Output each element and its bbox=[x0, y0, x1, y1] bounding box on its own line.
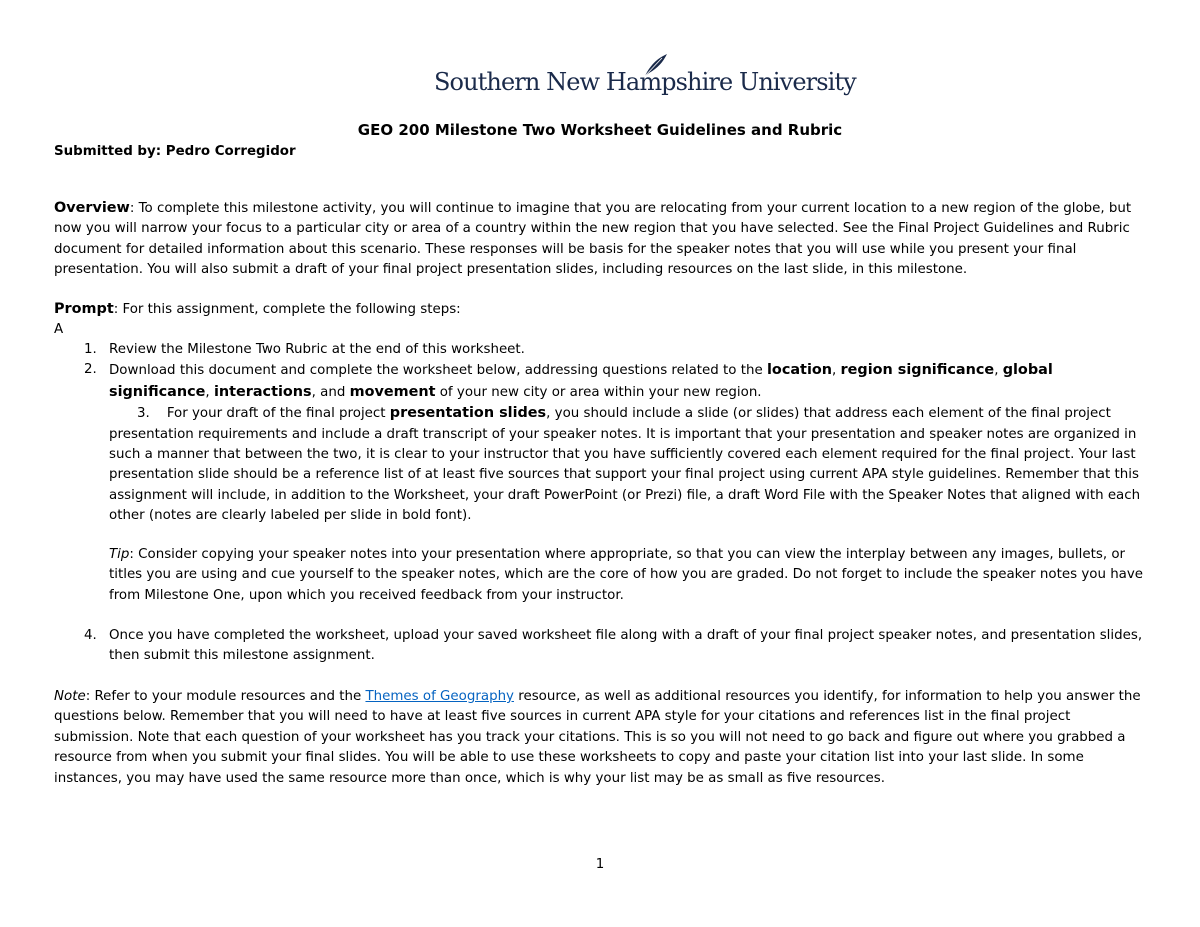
overview-paragraph bbox=[54, 198, 1149, 281]
list-item bbox=[54, 340, 1149, 360]
separator: , bbox=[205, 384, 214, 400]
list-item-text: For your draft of the final project bbox=[166, 406, 390, 422]
tip-text: : Consider copying your speaker notes into your presentation where appropriate, so that you can view the interplay between any images, bullets, or titles you are using and cue yourself to the speaker notes, which are the core of how you are graded. Do not forget to include the speaker notes you have from Milestone One, upon which you received feedback from your instructor. bbox=[109, 547, 1144, 603]
themes-of-geography-link[interactable]: Themes of Geography bbox=[365, 689, 514, 704]
document-title: GEO 200 Milestone Two Worksheet Guidelines and Rubric bbox=[357, 121, 843, 139]
tip-paragraph bbox=[109, 545, 1149, 606]
prompt-paragraph bbox=[54, 299, 1149, 320]
list-item-text: Once you have completed the worksheet, upload your saved worksheet file along with a draft of your final project speaker notes, and presentation slides, then submit this milestone assignment. bbox=[109, 628, 1143, 664]
list-item-text: Download this document and complete the worksheet below, addressing questions related to the bbox=[109, 363, 767, 379]
prompt-label: Prompt bbox=[54, 301, 114, 317]
list-item-text: Review the Milestone Two Rubric at the end of this worksheet. bbox=[109, 342, 525, 357]
tip-label: Tip bbox=[109, 547, 130, 562]
prompt-text: : For this assignment, complete the following steps: bbox=[113, 302, 461, 317]
note-paragraph bbox=[54, 687, 1149, 789]
separator: , bbox=[994, 363, 1003, 379]
separator: , and bbox=[311, 384, 350, 400]
list-number: 4. bbox=[84, 628, 97, 643]
list-item bbox=[54, 403, 1149, 526]
note-text: : Refer to your module resources and the bbox=[85, 689, 366, 704]
list-number: 1. bbox=[84, 342, 97, 357]
overview-label: Overview bbox=[54, 200, 130, 216]
note-label: Note bbox=[54, 689, 86, 704]
keyword-movement: movement bbox=[349, 383, 436, 400]
section-letter: A bbox=[54, 322, 64, 337]
list-item bbox=[54, 360, 1149, 403]
keyword-presentation-slides: presentation slides bbox=[389, 405, 547, 422]
separator: , bbox=[832, 363, 841, 379]
list-item-text-end: of your new city or area within your new region. bbox=[435, 384, 762, 400]
keyword-region: region significance bbox=[840, 362, 995, 379]
keyword-global: global significance bbox=[109, 362, 1053, 400]
list-number: 3. bbox=[137, 406, 150, 422]
page-number: 1 bbox=[595, 857, 605, 872]
note-text-cont: resource, as well as additional resources you identify, for information to help you answer the questions below. Remember that you will need to have at least five sources in current APA style for your citations and references list in the final project submission. Note that each question of your worksheet has you track your citations. This is so you will not need to go back and figure out where you grabbed a resource from when you submit your final slides. You will be able to use these worksheets to copy and paste your citation list into your last slide. In some instances, you may have used the same resource more than once, which is why your list may be as small as five resources. bbox=[54, 689, 1141, 786]
list-number: 2. bbox=[84, 362, 97, 378]
steps-list bbox=[54, 340, 1149, 527]
steps-list-continued bbox=[54, 626, 1149, 667]
list-item-text-cont: , you should include a slide (or slides) that address each element of the final project presentation requirements and include a draft transcript of your speaker notes. It is important that your presentation and speaker notes are organized in such a manner that between the two, it is clear to your instructor that you have sufficiently covered each element required for the final project. Your last presentation slide should be a reference list of at least five sources that support your final project using current APA style guidelines. Remember that this assignment will include, in addition to the Worksheet, your draft PowerPoint (or Prezi) file, a draft Word File with the Speaker Notes that aligned with each other (notes are clearly labeled per slide in bold font). bbox=[109, 406, 1141, 524]
keyword-location: location bbox=[767, 362, 833, 379]
submitted-by: Submitted by: Pedro Corregidor bbox=[54, 144, 296, 159]
keyword-interactions: interactions bbox=[213, 383, 312, 400]
logo-wordmark: Southern New Hampshire University bbox=[434, 68, 856, 96]
list-item bbox=[54, 626, 1149, 667]
overview-text: : To complete this milestone activity, you will continue to imagine that you are relocating from your current location to a new region of the globe, but now you will narrow your focus to a particular city or area of a country within the new region that you have selected. See the Final Project Guidelines and Rubric document for detailed information about this scenario. These responses will be basis for the speaker notes that you will use while you present your final presentation. You will also submit a draft of your final project presentation slides, including resources on the last slide, in this milestone. bbox=[54, 201, 1132, 278]
university-logo bbox=[434, 52, 856, 108]
